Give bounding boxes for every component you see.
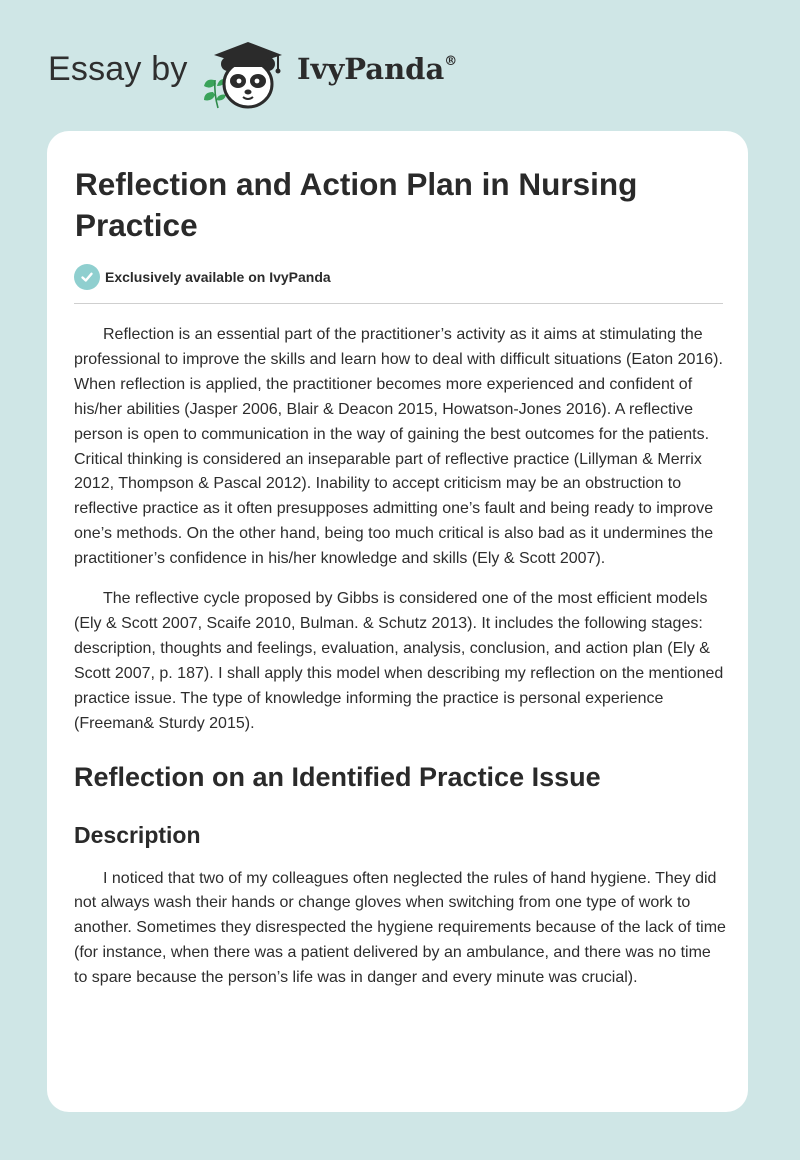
page-title: Reflection and Action Plan in Nursing Practice [75,166,638,243]
panda-graduate-icon [200,36,292,112]
paragraph: The reflective cycle proposed by Gibbs is considered one of the most efficient models (Ely & Scott 2007, Scaife 2010, Bulman. & Schutz 2013). It includes the following stages: description, thoughts and feelings, evaluation, analysis, conclusion, and action plan (Ely & Scott 2007, p. 187). I shall apply this model when describing my reflection on the mentioned practice issue. The type of knowledge informing the practice is personal experience (Freeman& Sturdy 2015). [74,590,724,732]
section-heading: Reflection on an Identified Practice Issue [74,761,601,792]
article-body [74,323,726,1006]
brand-name: IvyPanda® [297,52,458,86]
exclusive-label: Exclusively available on IvyPanda [105,269,331,285]
site-header [0,0,800,125]
check-icon [74,264,100,290]
registered-mark: ® [444,54,458,69]
essay-card [47,131,748,1112]
paragraph: I noticed that two of my colleagues often neglected the rules of hand hygiene. They did not always wash their hands or change gloves when switching from one type of work to another. Sometimes they disrespected the hygiene requirements because of the lack of time (for instance, when there was a patient delivered by an ambulance, and there was no time to spare because the person’s life was in danger and every minute was crucial). [74,869,726,987]
paragraph: Reflection is an essential part of the practitioner’s activity as it aims at stimulating the professional to improve the skills and learn how to deal with difficult situations (Eaton 2016). When reflection is applied, the practitioner becomes more experienced and confident of his/her abilities (Jasper 2006, Blair & Deacon 2015, Howatson-Jones 2016). A reflective person is open to communication in the way of gaining the best outcomes for the patients. Critical thinking is considered an inseparable part of reflective practice (Lillyman & Merrix 2012, Thompson & Pascal 2012). Inability to accept criticism may be an obstruction to reflective practice as it often presupposes admitting one’s fault and being ready to improve one’s methods. On the other hand, being too much critical is also bad as it undermines the practitioner’s confidence in his/her knowledge and skills (Ely & Scott 2007). [74,326,723,568]
exclusive-badge [74,264,331,290]
subsection-heading: Description [74,821,201,848]
divider [74,303,723,304]
essay-by-label: Essay by [48,50,188,88]
